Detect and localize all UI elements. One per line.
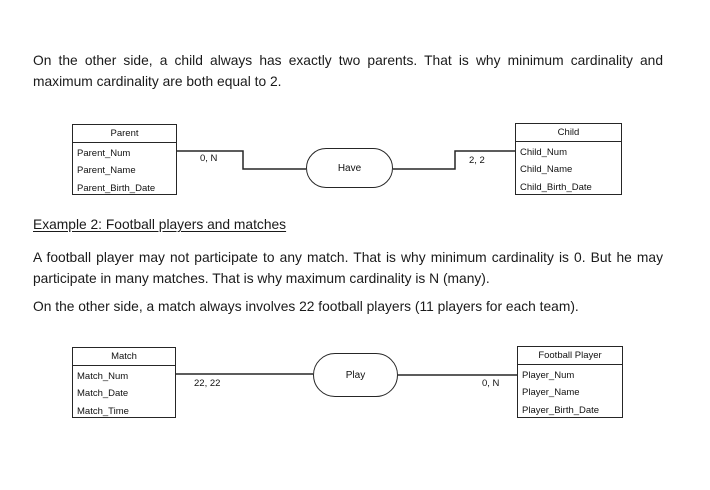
- relationship-play-label: Play: [345, 369, 366, 381]
- paragraph-player-cardinality: A football player may not participate to any match. That is why minimum cardinality is 0. But he may participate in many matches. That is why maximum cardinality is N (many).: [33, 250, 663, 286]
- entity-attribute: Parent_Num: [77, 148, 131, 159]
- entity-attribute: Match_Num: [77, 371, 129, 382]
- entity-child: [515, 123, 622, 195]
- entity-football-player-attrs: [518, 365, 622, 419]
- heading-example2: Example 2: Football players and matches: [33, 217, 287, 232]
- cardinality-match-side: 22, 22: [194, 378, 221, 389]
- relationship-have-label: Have: [337, 162, 362, 174]
- cardinality-parent-side: 0, N: [200, 153, 218, 164]
- entity-attribute: Parent_Name: [77, 165, 136, 177]
- entity-match-attrs: [73, 366, 175, 420]
- cardinality-child-side: 2, 2: [469, 155, 485, 166]
- entity-attribute: Match_Date: [77, 388, 129, 400]
- cardinality-player-side: 0, N: [482, 378, 500, 389]
- entity-parent: [72, 124, 177, 195]
- entity-attribute: Player_Name: [522, 387, 580, 399]
- relationship-have: [306, 148, 393, 188]
- entity-attribute: Player_Num: [522, 370, 575, 381]
- entity-attribute: Child_Name: [520, 164, 573, 176]
- entity-parent-attrs: [73, 143, 176, 197]
- paragraph-child-cardinality: On the other side, a child always has exactly two parents. That is why minimum cardinality and maximum cardinality are both equal to 2.: [33, 53, 663, 89]
- relationship-play: [313, 353, 398, 397]
- connector-parent-have: [177, 151, 306, 169]
- connector-have-child: [393, 151, 516, 169]
- entity-attribute: Child_Birth_Date: [520, 181, 592, 193]
- entity-attribute: Child_Num: [520, 147, 567, 158]
- entity-parent-title: Parent: [73, 125, 176, 143]
- entity-attribute: Player_Birth_Date: [522, 404, 600, 416]
- entity-child-attrs: [516, 142, 621, 196]
- entity-attribute: Parent_Birth_Date: [77, 182, 156, 194]
- entity-attribute: Match_Time: [77, 405, 129, 417]
- paragraph-match-cardinality: On the other side, a match always involves 22 football players (11 players for each team).: [33, 299, 579, 314]
- entity-child-title: Child: [516, 124, 621, 142]
- entity-football-player: [517, 346, 623, 418]
- entity-match-title: Match: [73, 348, 175, 366]
- entity-football-player-title: Football Player: [518, 347, 622, 365]
- entity-match: [72, 347, 176, 418]
